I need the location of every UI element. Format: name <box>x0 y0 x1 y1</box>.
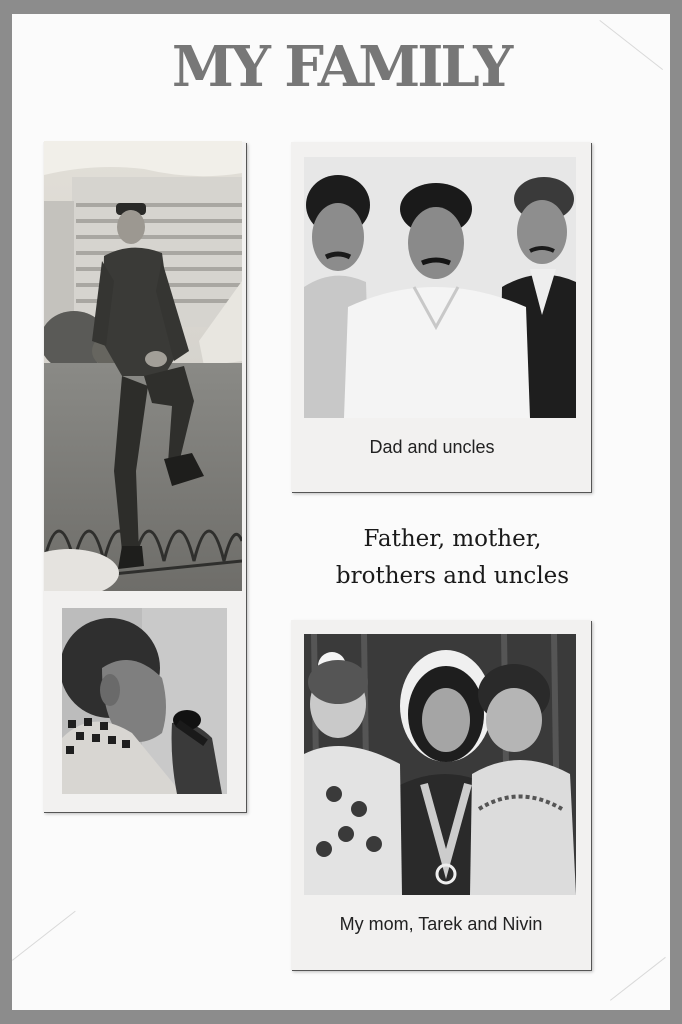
center-caption-line2: brothers and uncles <box>335 563 570 589</box>
caption-mom-tarek-nivin: My mom, Tarek and Nivin <box>339 914 543 934</box>
center-caption-line1: Father, mother, <box>363 526 542 552</box>
photo-three-men <box>304 157 576 418</box>
caption-dad-and-uncles: Dad and uncles <box>369 437 495 457</box>
center-caption <box>300 521 605 595</box>
photo-man-microphone <box>62 608 227 794</box>
photo-mother-and-children <box>304 634 576 895</box>
photo-man-standing <box>44 141 242 591</box>
page-title: MY FAMILY <box>171 34 511 100</box>
